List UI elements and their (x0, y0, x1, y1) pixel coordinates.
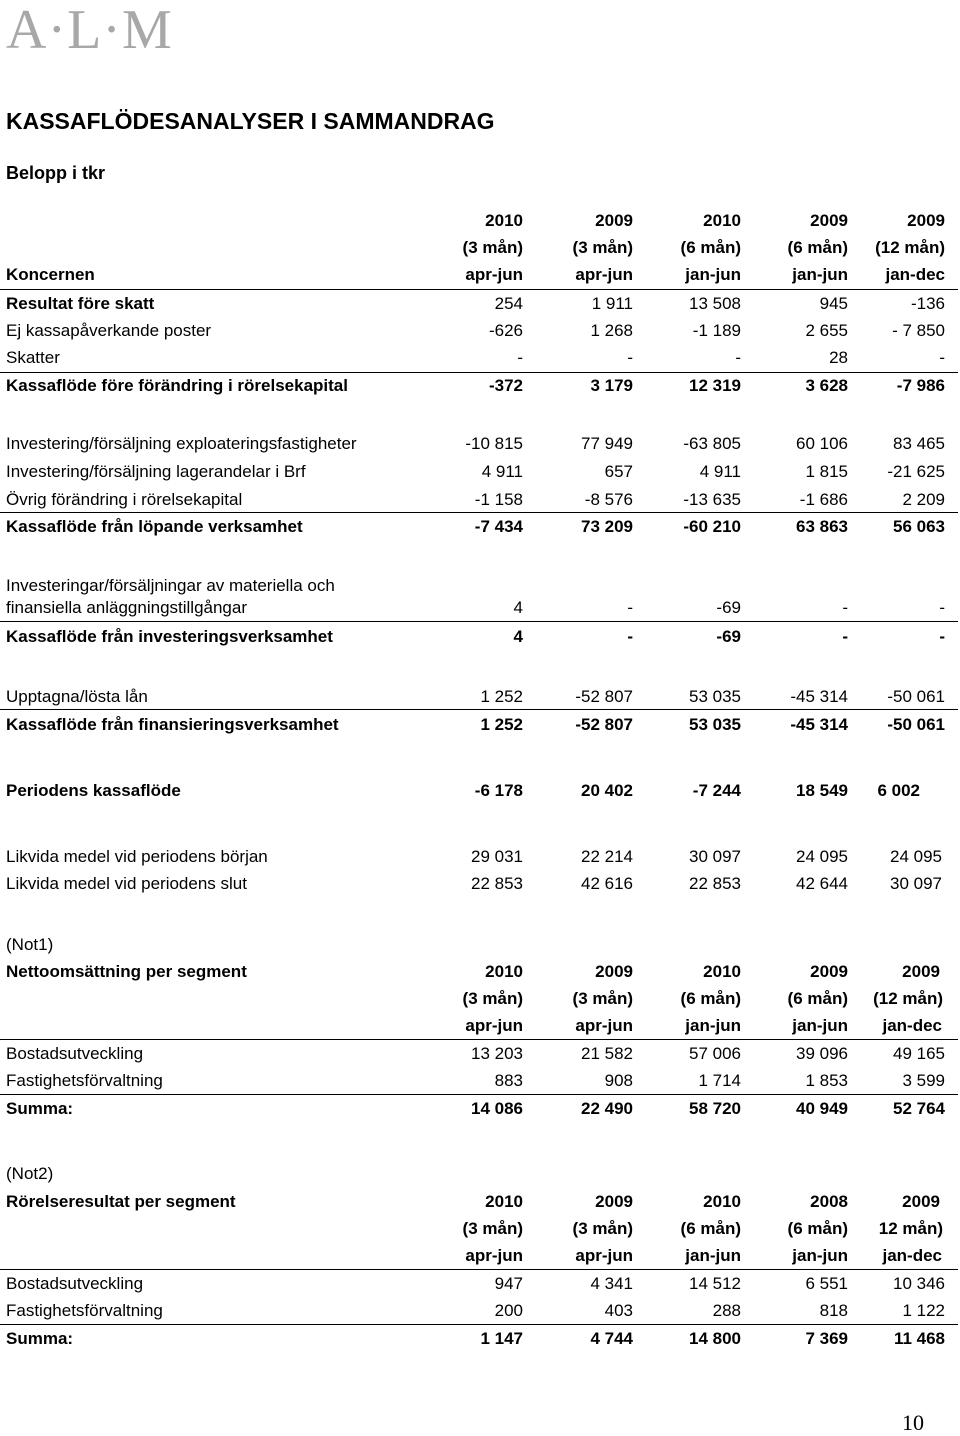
cell: 21 582 (581, 1044, 633, 1063)
cell: 3 628 (805, 376, 848, 395)
cell: 29 031 (471, 847, 523, 866)
table-row (0, 714, 960, 741)
cell: 6 551 (805, 1274, 848, 1293)
header-period: (12 mån) (875, 238, 945, 257)
cell: - (627, 627, 633, 646)
cell: 63 863 (796, 517, 848, 536)
row-label: Investeringar/försäljningar av materiella och (6, 576, 335, 595)
cell: - (939, 598, 945, 617)
cell: - (627, 598, 633, 617)
cell: 58 720 (689, 1099, 741, 1118)
cell: -21 625 (887, 462, 945, 481)
cell: 2 655 (805, 321, 848, 340)
cell: 254 (494, 294, 523, 313)
cell: - (627, 348, 633, 367)
cell: 883 (494, 1071, 523, 1090)
header-range: jan-jun (792, 265, 848, 284)
header-period: (3 mån) (462, 238, 523, 257)
cell: 83 465 (893, 434, 945, 453)
header-year: 2009 (810, 962, 848, 981)
cell: 11 468 (893, 1329, 945, 1348)
cell: - 7 850 (892, 321, 945, 340)
table-row (0, 1273, 960, 1300)
note1-header-years-row (0, 961, 960, 988)
cell: - (842, 627, 848, 646)
header-period: (6 mån) (680, 1219, 741, 1238)
header-year: 2010 (485, 962, 523, 981)
row-label: Övrig förändring i rörelsekapital (6, 490, 243, 509)
cell: 60 106 (796, 434, 848, 453)
divider (0, 372, 958, 373)
table-row (0, 433, 960, 460)
row-label: Resultat före skatt (6, 294, 155, 313)
note2-title: Rörelseresultat per segment (6, 1192, 236, 1211)
cell: 1 911 (591, 294, 633, 313)
table-row (0, 320, 960, 347)
header-range: jan-jun (792, 1016, 848, 1035)
cell: 3 179 (590, 376, 633, 395)
header-range: apr-jun (465, 1246, 523, 1265)
row-label: Fastighetsförvaltning (6, 1301, 163, 1320)
table-row (0, 1098, 960, 1125)
cell: 4 341 (590, 1274, 633, 1293)
header-period: (6 mån) (680, 989, 741, 1008)
cell: -1 686 (799, 490, 848, 509)
table-row (0, 780, 960, 807)
cell: -7 986 (896, 376, 945, 395)
cell: 20 402 (581, 781, 633, 800)
row-label: Fastighetsförvaltning (6, 1071, 163, 1090)
cell: 4 911 (699, 462, 741, 481)
cell: 28 (829, 348, 848, 367)
note1-header-ranges-row (0, 1015, 960, 1042)
header-periods-row (0, 237, 960, 264)
cell: - (842, 598, 848, 617)
cell: 4 (513, 627, 523, 646)
note1-header-periods-row (0, 988, 960, 1015)
group-label: Koncernen (6, 265, 95, 284)
cell: -10 815 (465, 434, 523, 453)
header-year: 2010 (703, 1192, 741, 1211)
table-row (0, 1300, 960, 1327)
header-period: (6 mån) (787, 989, 848, 1008)
header-year: 2008 (810, 1192, 848, 1211)
header-year: 2010 (703, 211, 741, 230)
amount-unit-label: Belopp i tkr (6, 163, 106, 183)
table-row (0, 626, 960, 653)
alm-logo: A·L·M (6, 0, 173, 61)
cell: 1 815 (805, 462, 848, 481)
row-label: Kassaflöde från investeringsverksamhet (6, 627, 333, 646)
header-range: jan-dec (885, 265, 945, 284)
table-row (0, 1043, 960, 1070)
row-label: Likvida medel vid periodens början (6, 847, 268, 866)
cell: -69 (716, 627, 741, 646)
row-label: Summa: (6, 1099, 74, 1118)
row-label: Summa: (6, 1329, 74, 1348)
cell: 30 097 (689, 847, 741, 866)
row-label: Investering/försäljning lagerandelar i Brf (6, 462, 306, 481)
table-row (0, 375, 960, 402)
cell: 40 949 (796, 1099, 848, 1118)
cell: 945 (819, 294, 848, 313)
cell: 6 002 (877, 781, 920, 800)
cell: - (939, 348, 945, 367)
cell: 56 063 (893, 517, 945, 536)
header-range: jan-dec (882, 1016, 942, 1035)
table-row (0, 1328, 960, 1355)
row-label: Ej kassapåverkande poster (6, 321, 212, 340)
cell: 3 599 (902, 1071, 945, 1090)
header-range: jan-jun (685, 265, 741, 284)
note2-header-ranges-row (0, 1245, 960, 1272)
cell: -6 178 (474, 781, 523, 800)
cell: -45 314 (790, 687, 848, 706)
cell: 1 122 (902, 1301, 945, 1320)
row-label: Kassaflöde från finansieringsverksamhet (6, 715, 339, 734)
cell: 77 949 (581, 434, 633, 453)
table-row (0, 461, 960, 488)
divider (0, 512, 958, 513)
cell: 4 (513, 598, 523, 617)
header-year: 2009 (595, 211, 633, 230)
row-label: Kassaflöde från löpande verksamhet (6, 517, 303, 536)
cell: -8 576 (584, 490, 633, 509)
cell: 2 209 (902, 490, 945, 509)
cell: -372 (488, 376, 523, 395)
cell: 22 214 (581, 847, 633, 866)
cell: 14 086 (471, 1099, 523, 1118)
cell: 14 512 (689, 1274, 741, 1293)
header-year: 2009 (902, 962, 940, 981)
header-ranges-row (0, 264, 960, 291)
cell: 22 853 (689, 874, 741, 893)
cell: 1 853 (805, 1071, 848, 1090)
header-year: 2009 (902, 1192, 940, 1211)
row-label: Investering/försäljning exploateringsfastigheter (6, 434, 357, 453)
header-period: (6 mån) (680, 238, 741, 257)
cell: 24 095 (796, 847, 848, 866)
header-year: 2009 (907, 211, 945, 230)
header-year: 2009 (595, 1192, 633, 1211)
cell: - (939, 627, 945, 646)
header-year: 2010 (485, 1192, 523, 1211)
note2-header-periods-row (0, 1218, 960, 1245)
cell: 4 911 (481, 462, 523, 481)
cell: 73 209 (581, 517, 633, 536)
row-label: Skatter (6, 348, 60, 367)
header-period: (3 mån) (572, 1219, 633, 1238)
cell: 1 147 (480, 1329, 523, 1348)
cell: 7 369 (805, 1329, 848, 1348)
cell: 18 549 (796, 781, 848, 800)
cell: 818 (819, 1301, 848, 1320)
cell: 22 853 (471, 874, 523, 893)
cell: -63 805 (683, 434, 741, 453)
cell: -7 434 (474, 517, 523, 536)
divider (0, 1094, 958, 1095)
cell: 13 508 (689, 294, 741, 313)
header-period: (3 mån) (572, 989, 633, 1008)
cell: 908 (604, 1071, 633, 1090)
cell: 39 096 (796, 1044, 848, 1063)
row-label: Bostadsutveckling (6, 1274, 144, 1293)
cell: -136 (910, 294, 945, 313)
cell: -52 807 (575, 715, 633, 734)
header-period: (6 mån) (787, 238, 848, 257)
cell: 947 (494, 1274, 523, 1293)
cell: 53 035 (689, 687, 741, 706)
row-label: Kassaflöde före förändring i rörelsekapital (6, 376, 348, 395)
table-row (0, 516, 960, 543)
header-period: (6 mån) (787, 1219, 848, 1238)
cell: -626 (488, 321, 523, 340)
cell: 288 (712, 1301, 741, 1320)
header-period: (3 mån) (462, 1219, 523, 1238)
cell: 13 203 (471, 1044, 523, 1063)
divider (0, 621, 958, 622)
header-range: apr-jun (575, 1016, 633, 1035)
table-row (0, 1070, 960, 1097)
cell: -1 158 (474, 490, 523, 509)
cell: 657 (604, 462, 633, 481)
cell: 22 490 (581, 1099, 633, 1118)
header-period: (12 mån) (873, 989, 943, 1008)
cell: 1 252 (480, 687, 523, 706)
header-range: jan-jun (685, 1246, 741, 1265)
cell: 52 764 (893, 1099, 945, 1118)
row-label: Bostadsutveckling (6, 1044, 144, 1063)
cell: - (517, 348, 523, 367)
divider (0, 709, 958, 710)
cell: 42 616 (581, 874, 633, 893)
cell: 4 744 (590, 1329, 633, 1348)
cell: 53 035 (689, 715, 741, 734)
table-row (0, 846, 960, 873)
note2-marker: (Not2) (6, 1164, 54, 1183)
cell: -69 (716, 598, 741, 617)
divider (0, 1039, 958, 1040)
page-number: 10 (902, 1410, 924, 1435)
table-row (0, 293, 960, 320)
divider (0, 289, 958, 290)
header-period: (3 mån) (572, 238, 633, 257)
header-year: 2010 (485, 211, 523, 230)
cell: -13 635 (683, 490, 741, 509)
header-range: apr-jun (465, 265, 523, 284)
row-label: finansiella anläggningstillgångar (6, 598, 248, 617)
header-range: apr-jun (575, 265, 633, 284)
cell: 1 252 (480, 715, 523, 734)
row-label: Likvida medel vid periodens slut (6, 874, 247, 893)
cell: 12 319 (689, 376, 741, 395)
cell: 1 268 (590, 321, 633, 340)
cell: -7 244 (692, 781, 741, 800)
cell: - (735, 348, 741, 367)
header-year: 2009 (595, 962, 633, 981)
header-period: 12 mån) (878, 1219, 943, 1238)
cell: 14 800 (689, 1329, 741, 1348)
cell: 42 644 (796, 874, 848, 893)
header-range: apr-jun (465, 1016, 523, 1035)
header-year: 2010 (703, 962, 741, 981)
header-range: apr-jun (575, 1246, 633, 1265)
divider (0, 1269, 958, 1270)
row-label: Periodens kassaflöde (6, 781, 181, 800)
divider (0, 1324, 958, 1325)
cell: 200 (494, 1301, 523, 1320)
cell: -60 210 (683, 517, 741, 536)
table-row (0, 873, 960, 900)
cell: -52 807 (575, 687, 633, 706)
note1-title: Nettoomsättning per segment (6, 962, 247, 981)
header-range: jan-jun (685, 1016, 741, 1035)
cell: -50 061 (887, 715, 945, 734)
cell: -45 314 (790, 715, 848, 734)
header-range: jan-dec (882, 1246, 942, 1265)
cell: 10 346 (893, 1274, 945, 1293)
cell: -1 189 (692, 321, 741, 340)
cell: -50 061 (887, 687, 945, 706)
header-range: jan-jun (792, 1246, 848, 1265)
note2-header-years-row (0, 1191, 960, 1218)
cell: 49 165 (893, 1044, 945, 1063)
cell: 403 (604, 1301, 633, 1320)
cell: 57 006 (689, 1044, 741, 1063)
cell: 24 095 (890, 847, 942, 866)
page-title: KASSAFLÖDESANALYSER I SAMMANDRAG (6, 108, 495, 134)
note1-marker: (Not1) (6, 935, 54, 954)
header-period: (3 mån) (462, 989, 523, 1008)
header-years-row (0, 210, 960, 237)
cell: 1 714 (698, 1071, 741, 1090)
row-label: Upptagna/lösta lån (6, 687, 148, 706)
cell: 30 097 (890, 874, 942, 893)
table-row (0, 347, 960, 374)
header-year: 2009 (810, 211, 848, 230)
